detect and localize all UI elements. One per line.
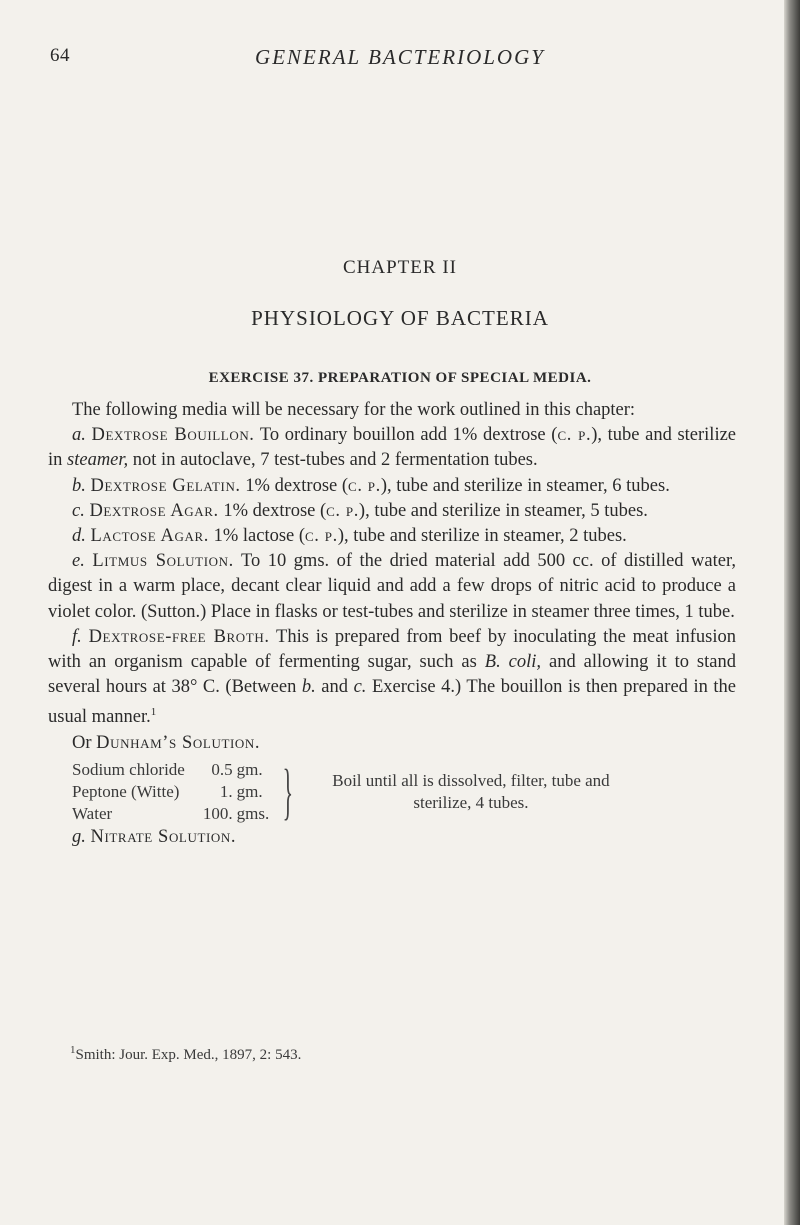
item-c-name: Dextrose Agar.	[89, 500, 219, 521]
item-a: a. Dextrose Bouillon. To ordinary bouillon add 1% dextrose (c. p.), tube and sterilize in steamer, not in autoclave, 7 test-tubes and 2 fermentation tubes.	[48, 425, 737, 471]
brace-icon: }	[282, 758, 294, 826]
item-b-name: Dextrose Gelatin.	[90, 475, 241, 496]
chapter-label: CHAPTER II	[343, 257, 457, 278]
item-b: b. Dextrose Gelatin. 1% dextrose (c. p.), tube and sterilize in steamer, 6 tubes.	[72, 475, 670, 496]
dunham-instruction: Boil until all is dissolved, filter, tube and sterilize, 4 tubes.	[332, 771, 610, 812]
page-binding-edge	[784, 0, 800, 1225]
item-e: e. Litmus Solution. To 10 gms. of the dried material add 500 cc. of distilled water, digest in a warm place, decant clear liquid and add a few drops of nitric acid to produce a violet color. (Sutton.) Place in flasks or test-tubes and sterilize in steamer three times, 1 tube.	[48, 551, 737, 622]
running-head: GENERAL BACTERIOLOGY	[255, 45, 545, 69]
footnote: $^1$Smith: Jour. Exp. Med., 1897, 2: 543.	[70, 1044, 302, 1063]
item-f-name: Dextrose-free Broth.	[88, 626, 270, 647]
dunham-formula	[72, 759, 736, 825]
item-g: g. Nitrate Solution.	[72, 827, 237, 847]
item-e-name: Litmus Solution.	[92, 551, 234, 572]
item-g-name: Nitrate Solution.	[90, 827, 237, 847]
item-d-name: Lactose Agar.	[90, 526, 209, 547]
item-c: c. Dextrose Agar. 1% dextrose (c. p.), tube and sterilize in steamer, 5 tubes.	[72, 500, 648, 521]
footnote-marker: 1	[150, 706, 157, 719]
page-number: 64	[50, 45, 70, 66]
body-text	[48, 398, 736, 850]
dunham-heading: Or Dunham’s Solution.	[72, 732, 261, 753]
ingredient-row: Sodium chloride 0.5 gm.	[72, 760, 263, 779]
ingredient-table	[72, 759, 269, 825]
ingredient-row: Water 100. gms.	[72, 804, 270, 823]
item-d: d. Lactose Agar. 1% lactose (c. p.), tube and sterilize in steamer, 2 tubes.	[72, 526, 627, 547]
intro-paragraph: The following media will be necessary for the work outlined in this chapter:	[72, 400, 636, 420]
ingredient-row: Peptone (Witte) 1. gm.	[72, 782, 263, 801]
chapter-title: PHYSIOLOGY OF BACTERIA	[251, 306, 549, 330]
item-f: f. Dextrose-free Broth. This is prepared from beef by inoculating the meat infusion with an organism capable of fermenting sugar, such as B. coli, and allowing it to stand several hours at 38° C. (Between b. and c. Exercise 4.) The bouillon is then prepared in the usual manner.$^1$	[48, 626, 737, 728]
exercise-heading: EXERCISE 37. PREPARATION OF SPECIAL MEDIA.	[208, 370, 592, 386]
item-a-name: Dextrose Bouillon.	[91, 425, 255, 446]
